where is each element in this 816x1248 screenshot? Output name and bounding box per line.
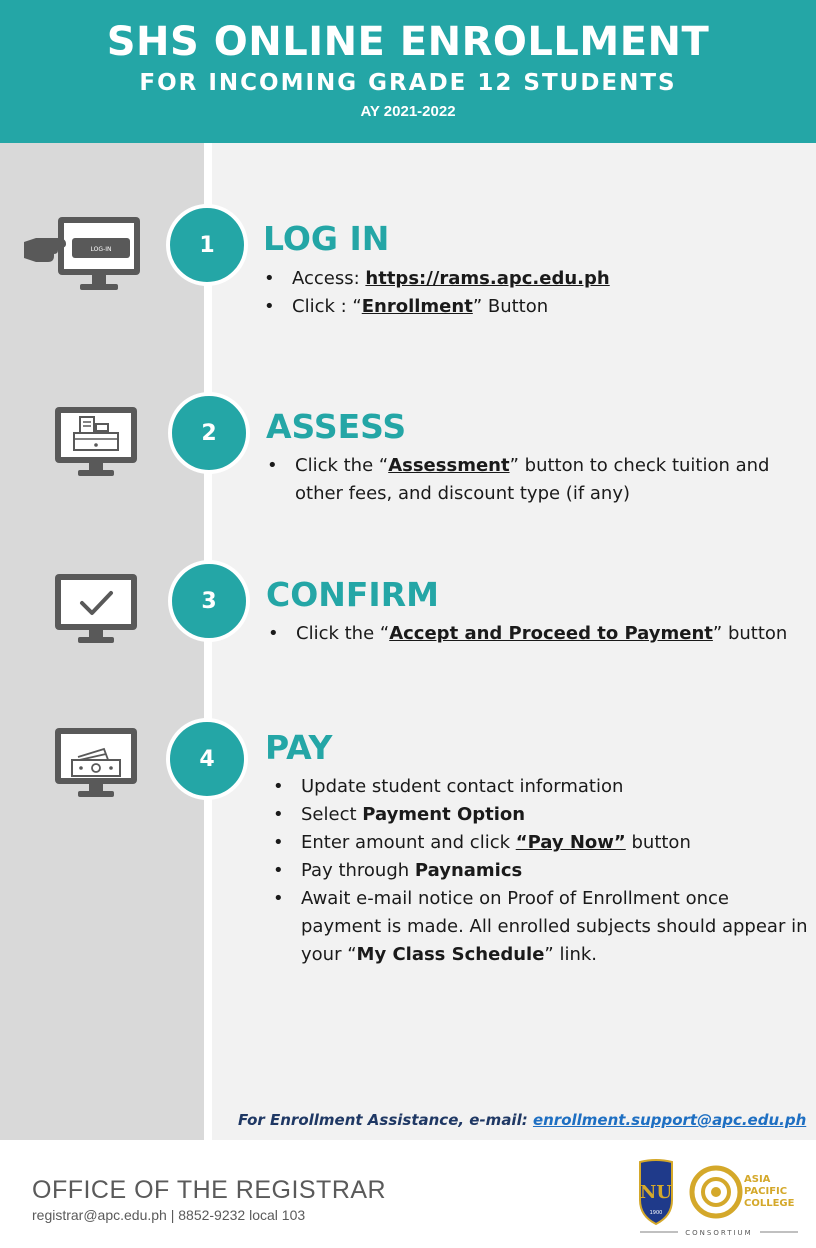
step-3-number: 3 (201, 588, 217, 614)
svg-text:ASIA: ASIA (744, 1174, 771, 1185)
pay-now-keyword: “Pay Now” (515, 832, 626, 853)
page-title: SHS ONLINE ENROLLMENT (106, 19, 710, 65)
list-item: • Select Payment Option (271, 801, 811, 829)
consortium-label: CONSORTIUM (685, 1229, 753, 1237)
academic-year: AY 2021-2022 (360, 103, 456, 120)
step-2-circle (168, 392, 250, 474)
step-1-title: LOG IN (263, 219, 390, 258)
step-2-list (265, 452, 795, 508)
page-subtitle: FOR INCOMING GRADE 12 STUDENTS (139, 70, 677, 96)
step-3-circle (168, 560, 250, 642)
step-4-circle (166, 718, 248, 800)
accept-proceed-keyword: Accept and Proceed to Payment (389, 623, 713, 644)
header-banner (0, 0, 816, 143)
step-4-list (271, 773, 811, 969)
list-item: • Click : “Enrollment” Button (262, 293, 802, 321)
monitor-login-icon (24, 214, 144, 294)
step-1-circle (166, 204, 248, 286)
step-3-title: CONFIRM (266, 575, 439, 614)
list-item: • Access: https://rams.apc.edu.ph (262, 265, 802, 293)
rams-link[interactable]: https://rams.apc.edu.ph (365, 268, 610, 289)
footer (0, 1140, 816, 1248)
step-1-number: 1 (199, 232, 215, 258)
my-class-schedule-keyword: My Class Schedule (356, 944, 545, 965)
svg-text:COLLEGE: COLLEGE (744, 1198, 795, 1209)
step-4-number: 4 (199, 746, 215, 772)
step-4-title: PAY (265, 728, 333, 767)
payment-option-keyword: Payment Option (362, 804, 526, 825)
svg-text:NU: NU (639, 1182, 673, 1203)
monitor-checkmark-icon (54, 573, 138, 645)
support-email-link[interactable]: enrollment.support@apc.edu.ph (532, 1111, 807, 1129)
apc-logo (692, 1168, 795, 1216)
step-2-number: 2 (201, 420, 217, 446)
office-contact: registrar@apc.edu.ph | 8852-9232 local 103 (32, 1207, 306, 1223)
paynamics-keyword: Paynamics (414, 860, 523, 881)
list-item: • Update student contact information (271, 773, 811, 801)
list-item: • Click the “Accept and Proceed to Payment” button (266, 620, 806, 648)
svg-text:PACIFIC: PACIFIC (744, 1186, 788, 1197)
office-name: OFFICE OF THE REGISTRAR (32, 1176, 387, 1204)
monitor-cash-icon (54, 727, 138, 801)
list-item: • Pay through Paynamics (271, 857, 811, 885)
nu-logo (640, 1160, 672, 1224)
list-item: • Await e-mail notice on Proof of Enrollment once payment is made. All enrolled subjects should appear in your “My Class Schedule” link. (271, 885, 811, 969)
monitor-register-icon (54, 406, 138, 478)
step-3-list (266, 620, 806, 648)
assessment-keyword: Assessment (388, 455, 510, 476)
consortium-logos (636, 1156, 802, 1246)
step-1-list (262, 265, 802, 321)
login-icon-label: LOG-IN (90, 246, 112, 253)
list-item: • Click the “Assessment” button to check tuition and other fees, and discount type (if any) (265, 452, 795, 508)
step-2-title: ASSESS (266, 407, 407, 446)
enrollment-assistance-note: For Enrollment Assistance, e-mail: enrollment.support@apc.edu.ph (238, 1111, 807, 1129)
svg-text:1900: 1900 (649, 1210, 663, 1216)
list-item: • Enter amount and click “Pay Now” button (271, 829, 811, 857)
enrollment-keyword: Enrollment (361, 296, 473, 317)
